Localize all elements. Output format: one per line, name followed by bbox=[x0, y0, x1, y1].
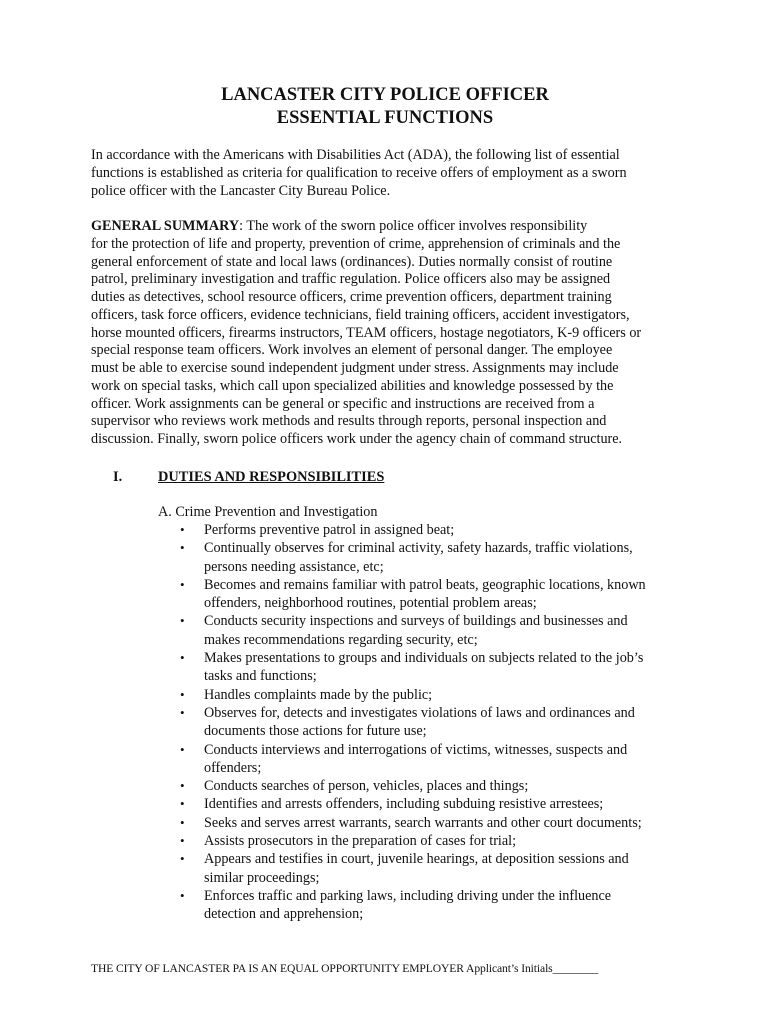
intro-paragraph: In accordance with the Americans with Disabilities Act (ADA), the following list of essential functions is established as criteria for qualification to receive offers of employment as a sworn police officer with the Lancaster City Bureau Police. bbox=[91, 147, 627, 200]
section-number: I. bbox=[113, 469, 123, 485]
duty-text: Appears and testifies in court, juvenile hearings, at deposition sessions and similar proceedings; bbox=[204, 851, 629, 886]
duty-list-item bbox=[176, 539, 696, 576]
duty-text: Observes for, detects and investigates violations of laws and ordinances and documents those actions for future use; bbox=[204, 704, 635, 740]
bullet-icon: • bbox=[180, 741, 185, 757]
bullet-icon: • bbox=[180, 814, 185, 830]
duty-list-item bbox=[176, 612, 696, 649]
duty-list-item bbox=[176, 704, 696, 741]
general-summary-label: GENERAL SUMMARY bbox=[91, 218, 240, 234]
duty-list-item bbox=[176, 814, 696, 832]
general-summary bbox=[91, 218, 691, 449]
section-title: DUTIES AND RESPONSIBILITIES bbox=[158, 469, 385, 485]
duty-text: Conducts searches of person, vehicles, places and things; bbox=[204, 778, 529, 795]
bullet-icon: • bbox=[180, 522, 185, 537]
bullet-icon: • bbox=[180, 650, 185, 666]
duty-list-item bbox=[176, 832, 696, 850]
duty-text: Conducts security inspections and surveys of buildings and businesses and makes recommendations regarding security, etc; bbox=[204, 613, 628, 648]
bullet-icon: • bbox=[180, 887, 185, 903]
bullet-icon: • bbox=[180, 778, 185, 794]
section-heading bbox=[113, 468, 384, 486]
bullet-icon: • bbox=[180, 613, 185, 629]
duty-text: Identifies and arrests offenders, including subduing resistive arrestees; bbox=[204, 796, 604, 813]
duty-list-item bbox=[176, 795, 696, 813]
duty-list-item bbox=[176, 686, 696, 704]
footer-equal-opportunity: THE CITY OF LANCASTER PA IS AN EQUAL OPPORTUNITY EMPLOYER Applicant’s Initials________ bbox=[91, 962, 599, 975]
bullet-icon: • bbox=[180, 540, 185, 556]
subsection-heading: A. Crime Prevention and Investigation bbox=[158, 504, 378, 520]
duty-text: Seeks and serves arrest warrants, search warrants and other court documents; bbox=[204, 814, 642, 831]
duty-text: Performs preventive patrol in assigned beat; bbox=[204, 522, 455, 538]
duty-list-item bbox=[176, 649, 696, 686]
duty-text: Enforces traffic and parking laws, including driving under the influence detection and apprehension; bbox=[204, 887, 612, 923]
bullet-icon: • bbox=[180, 851, 185, 867]
duty-text: Handles complaints made by the public; bbox=[204, 686, 433, 703]
bullet-icon: • bbox=[180, 704, 185, 720]
duty-text: Assists prosecutors in the preparation of cases for trial; bbox=[204, 833, 517, 850]
bullet-icon: • bbox=[180, 576, 185, 592]
duties-list bbox=[176, 521, 696, 924]
duty-list-item bbox=[176, 576, 696, 613]
document-title-line-2: ESSENTIAL FUNCTIONS bbox=[276, 108, 494, 128]
duty-list-item bbox=[176, 850, 696, 887]
bullet-icon: • bbox=[180, 833, 185, 849]
duty-text: Makes presentations to groups and individuals on subjects related to the job’s tasks and functions; bbox=[204, 650, 644, 685]
duty-list-item bbox=[176, 777, 696, 795]
duty-text: Continually observes for criminal activity, safety hazards, traffic violations, persons needing assistance, etc; bbox=[204, 540, 633, 575]
duty-list-item bbox=[176, 521, 696, 539]
duty-text: Conducts interviews and interrogations of victims, witnesses, suspects and offenders; bbox=[204, 741, 628, 776]
general-summary-text: : The work of the sworn police officer involves responsibility for the protection of life and property, prevention of crime, apprehension of criminals and the general enforcement of state and local laws (ordinances). Duties normally consist of routine patrol, preliminary investigation and traffic regulation. Police officers also may be assigned duties as detectives, school resource officers, crime prevention officers, department training officers, task force officers, evidence technicians, field training officers, accident investigators, horse mounted officers, firearms instructors, TEAM officers, hostage negotiators, K-9 officers or special response team officers. Work involves an element of personal danger. The employee must be able to exercise sound independent judgment under stress. Assignments may include work on special tasks, which call upon specialized abilities and knowledge possessed by the officer. Work assignments can be general or specific and instructions are received from a supervisor who reviews work methods and results through reports, personal inspection and discussion. Finally, sworn police officers work under the agency chain of command structure. bbox=[91, 218, 642, 447]
bullet-icon: • bbox=[180, 686, 185, 702]
document-title-line-1: LANCASTER CITY POLICE OFFICER bbox=[221, 85, 549, 105]
bullet-icon: • bbox=[180, 796, 185, 812]
duty-list-item bbox=[176, 741, 696, 778]
duty-text: Becomes and remains familiar with patrol beats, geographic locations, known offenders, neighborhood routines, potential problem areas; bbox=[204, 576, 646, 612]
duty-list-item bbox=[176, 887, 696, 924]
